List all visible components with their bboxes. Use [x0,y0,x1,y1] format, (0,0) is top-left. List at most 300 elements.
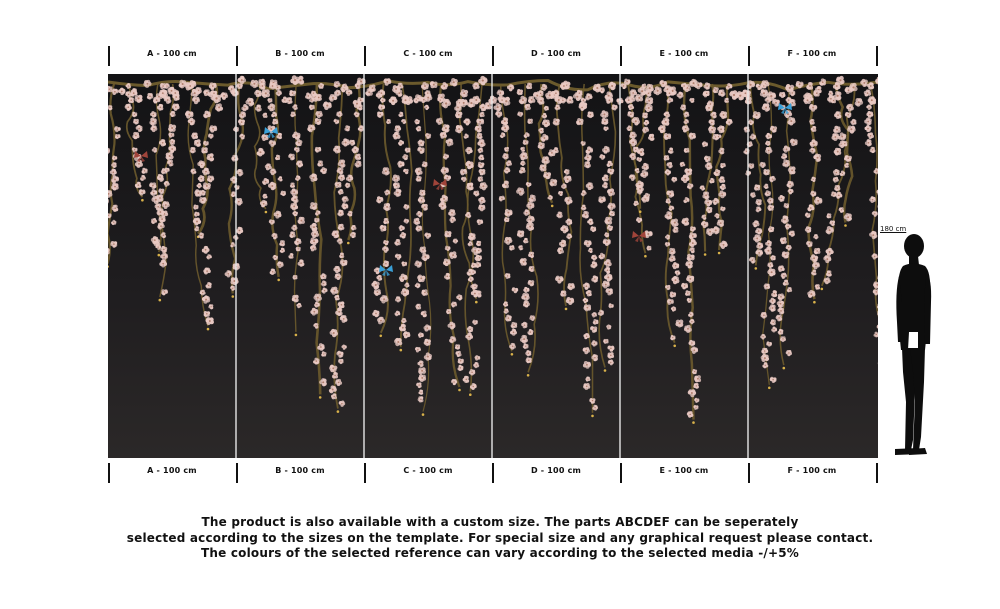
blossom-center [458,114,460,116]
blossom-center [458,128,460,130]
blossom-center [402,327,404,329]
blossom-center [241,121,243,123]
blossom-center [210,156,212,158]
blossom-center [481,157,482,158]
blossom-center [583,100,584,101]
blossom-center [541,130,542,131]
blossom-center [379,277,380,278]
blossom [393,183,400,189]
blossom-center [513,331,515,333]
blossom [527,119,533,124]
bud [265,211,268,214]
blossom-center [336,121,337,122]
blossom-center [206,313,208,315]
blossom-center [347,185,348,186]
blossom-center [202,199,204,201]
blossom-center [474,321,475,322]
bud [337,410,340,413]
blossom-center [289,100,291,102]
blossom-center [291,156,293,158]
blossom-center [205,142,206,143]
blossom-center [679,94,681,96]
blossom-center [317,297,319,299]
blossom-center [314,233,316,235]
blossom-center [596,87,598,89]
blossom [290,182,295,187]
blossom-center [863,82,865,84]
blossom-center [200,235,201,236]
blossom-center [510,87,512,89]
blossom-center [858,101,860,103]
blossom-center [265,115,266,116]
blossom-center [135,135,137,137]
blossom-center [167,99,169,101]
blossom-center [316,360,318,362]
blossom-center [205,249,207,251]
blossom-center [197,142,199,144]
blossom-center [563,85,565,87]
blossom-center [601,89,603,91]
blossom-center [480,164,482,166]
blossom-center [406,206,407,207]
blossom-center [469,164,471,166]
blossom-center [316,325,317,326]
blossom-center [341,255,342,256]
blossom-center [199,185,200,186]
blossom-center [460,360,461,361]
bud [813,301,816,304]
blossom-center [460,367,461,368]
blossom-center [238,201,240,203]
blossom-center [397,192,399,194]
blossom-center [354,149,356,151]
blossom-center [508,317,510,319]
blossom-center [397,128,399,130]
blossom-center [242,114,244,116]
blossom-center [341,163,343,165]
blossom-center [455,240,456,241]
blossom-center [424,292,426,294]
blossom-center [522,163,523,164]
blossom-center [422,192,424,194]
blossom-center [271,221,272,222]
blossom-center [344,199,346,201]
blossom-center [392,100,394,102]
blossom-center [528,359,529,360]
blossom-center [341,177,343,179]
blossom-center [447,247,448,248]
blossom-center [531,254,533,256]
blossom-center [474,286,475,287]
blossom-center [560,193,561,194]
blossom-center [482,80,484,82]
blossom-center [478,128,480,130]
blossom-center [583,207,584,208]
blossom-center [837,95,839,97]
blossom-center [396,185,398,187]
blossom-center [427,235,429,237]
blossom-center [334,375,336,377]
blossom-center [295,298,297,300]
blossom-center [313,226,315,228]
blossom-center [545,122,547,124]
blossom-center [344,85,345,86]
blossom-center [543,87,545,89]
blossom-center [172,141,173,142]
blossom [444,231,451,238]
bud [821,288,824,291]
blossom-center [466,121,468,123]
blossom-center [473,271,474,272]
blossom-center [271,185,273,187]
blossom [168,124,176,132]
blossom-center [158,96,160,98]
blossom-center [520,113,521,114]
blossom-center [239,85,240,86]
blossom-center [451,325,453,327]
blossom-center [138,97,140,99]
blossom-center [294,198,296,200]
blossom-center [262,85,264,87]
blossom-center [208,256,209,257]
blossom-center [458,353,459,354]
blossom-center [206,114,208,116]
blossom-center [419,213,420,214]
blossom-center [585,214,587,216]
blossom [440,132,447,139]
bud [511,353,514,356]
blossom-center [284,99,286,101]
blossom-center [300,262,302,264]
blossom-center [420,277,422,279]
blossom [560,290,566,296]
blossom-center [750,84,752,86]
blossom [538,142,545,149]
blossom-center [114,186,116,188]
blossom-center [585,300,586,301]
blossom-center [280,178,281,179]
blossom-center [792,102,794,104]
blossom-center [530,219,532,221]
blossom-center [345,206,346,207]
blossom-center [521,170,523,172]
bud [232,295,235,298]
blossom-center [532,317,533,318]
blossom-center [523,338,525,340]
blossom-center [196,228,197,229]
blossom-center [360,99,362,101]
blossom-center [338,311,340,313]
blossom-center [549,197,550,198]
blossom-center [357,156,359,158]
blossom-center [260,151,262,153]
blossom-center [501,99,502,100]
blossom-center [420,149,422,151]
blossom-center [782,94,784,96]
blossom-center [274,121,275,122]
blossom-center [175,106,177,108]
blossom-center [313,240,315,242]
bud [295,334,298,337]
blossom-center [379,114,381,116]
blossom-center [569,300,571,302]
ruler-tick [876,46,878,66]
bud [347,242,350,245]
blossom-center [127,106,129,108]
blossom-center [444,170,446,172]
blossom-center [403,121,404,122]
blossom-center [337,184,339,186]
blossom-center [481,207,483,209]
blossom-center [852,86,854,88]
blossom-center [500,92,502,94]
bud [207,328,210,331]
blossom-center [418,178,419,179]
blossom-center [272,271,274,273]
blossom-center [546,174,548,176]
blossom-center [348,92,350,94]
bud [380,335,383,338]
blossom-center [525,142,526,143]
blossom-center [453,304,454,305]
blossom-center [360,80,362,82]
blossom-center [159,197,161,199]
blossom-center [530,121,531,122]
blossom-center [463,179,464,180]
blossom-center [457,107,459,109]
blossom-center [451,212,453,214]
blossom-center [227,273,229,275]
blossom-center [540,100,542,102]
blossom-center [156,99,158,101]
blossom-center [447,233,449,235]
blossom-center [452,254,454,256]
blossom [401,261,407,266]
blossom-center [271,142,273,144]
blossom-center [114,157,115,158]
blossom-center [171,127,173,129]
blossom-center [770,95,772,97]
bud [673,345,676,348]
blossom-center [166,183,167,184]
bud [277,279,280,282]
blossom-center [562,100,563,101]
blossom-center [527,106,529,108]
blossom-center [356,103,358,105]
blossom-center [360,128,361,129]
blossom-center [282,250,283,251]
blossom-center [138,128,140,130]
blossom-center [159,176,160,177]
top-dimension-ruler [108,46,878,66]
blossom-center [477,264,478,265]
blossom-center [295,213,296,214]
blossom-center [505,100,507,102]
panel-f-label: F - 100 cm [787,49,837,58]
blossom-center [193,171,194,172]
blossom-center [210,135,211,136]
blossom-center [463,171,465,173]
blossom-center [347,128,348,129]
bud [400,349,403,352]
blossom-center [113,222,114,223]
blossom-center [189,85,191,87]
blossom-center [590,250,591,251]
blossom-center [153,192,155,194]
blossom-center [233,194,234,195]
blossom-center [418,384,419,385]
blossom-center [206,92,208,94]
blossom-center [212,128,214,130]
blossom-center [385,242,386,243]
blossom-center [421,370,423,372]
blossom-center [479,221,480,222]
blossom [549,179,557,187]
blossom-center [233,179,235,181]
blossom-center [505,184,507,186]
blossom-center [268,166,270,168]
blossom-center [299,79,301,81]
blossom-center [352,234,353,235]
bud [768,387,771,390]
blossom-center [443,198,445,200]
blossom-center [469,185,471,187]
blossom-center [210,306,211,307]
blossom [504,217,509,222]
blossom-center [420,392,421,393]
blossom-center [626,81,628,83]
blossom-center [379,199,381,201]
blossom-center [514,289,516,291]
blossom-center [317,212,318,213]
blossom-center [476,364,477,365]
blossom-center [570,286,572,288]
bud [527,374,530,377]
blossom-center [420,142,422,144]
blossom-center [277,157,278,158]
blossom-center [382,227,384,229]
blossom-center [294,277,295,278]
blossom-center [504,127,506,129]
blossom-center [433,84,435,86]
bud [704,253,707,256]
blossom-center [316,304,317,305]
blossom-center [337,297,338,298]
blossom-center [583,143,584,144]
blossom-center [395,88,397,90]
blossom-center [375,313,377,315]
blossom-center [326,105,328,107]
blossom-center [558,278,560,280]
blossom-center [223,95,225,97]
blossom-center [775,102,777,104]
blossom-center [789,87,791,89]
blossom [430,81,438,88]
blossom-center [113,243,115,245]
blossom-center [209,320,211,322]
bud [458,389,461,392]
bud [141,199,144,202]
blossom-center [113,171,115,173]
blossom-center [758,86,760,88]
blossom [418,367,426,374]
blossom-center [587,157,589,159]
bud [755,267,758,270]
blossom-center [420,363,422,365]
blossom-center [540,93,541,94]
blossom-center [590,221,592,223]
blossom-center [162,263,164,265]
blossom-center [594,278,596,280]
blossom-center [339,113,340,114]
bud [591,415,594,418]
blossom-center [323,353,324,354]
blossom-center [662,83,664,85]
blossom-center [710,103,712,105]
blossom-center [523,155,525,157]
blossom-center [380,320,382,322]
blossom-center [341,304,343,306]
blossom-center [322,381,324,383]
blossom-center [264,196,265,197]
blossom-center [546,108,547,109]
blossom-center [445,127,447,129]
blossom-center [375,284,377,286]
blossom-center [368,91,370,93]
blossom-center [427,92,428,93]
blossom-center [513,324,515,326]
blossom-center [423,313,425,315]
blossom-center [588,149,590,151]
blossom-center [109,88,111,90]
blossom-center [385,220,386,221]
blossom-center [525,296,527,298]
blossom-center [291,255,292,256]
blossom-center [400,163,402,165]
blossom-center [171,134,172,135]
blossom-center [497,106,499,108]
blossom-center [505,156,507,158]
blossom-center [277,214,279,216]
blossom-center [543,137,545,139]
blossom-center [174,92,176,94]
blossom-center [697,84,699,86]
blossom-center [275,257,276,258]
blossom-center [210,178,212,180]
blossom-center [257,93,259,95]
blossom-center [478,250,479,251]
blossom-center [398,92,400,94]
blossom-center [359,107,360,108]
blossom-center [470,102,472,104]
blossom-center [208,285,210,287]
blossom-center [323,276,324,277]
blossom [455,344,460,349]
blossom-center [564,228,566,230]
blossom-center [385,263,387,265]
blossom-center [133,92,135,94]
blossom-center [471,371,473,373]
blossom-center [526,135,527,136]
blossom-center [440,99,441,100]
blossom-center [162,85,164,87]
blossom-center [158,246,159,247]
blossom-center [506,219,507,220]
blossom-center [445,102,447,104]
blossom-center [298,142,300,144]
blossom-center [587,307,589,309]
cherry-blossom-mural [108,74,878,458]
